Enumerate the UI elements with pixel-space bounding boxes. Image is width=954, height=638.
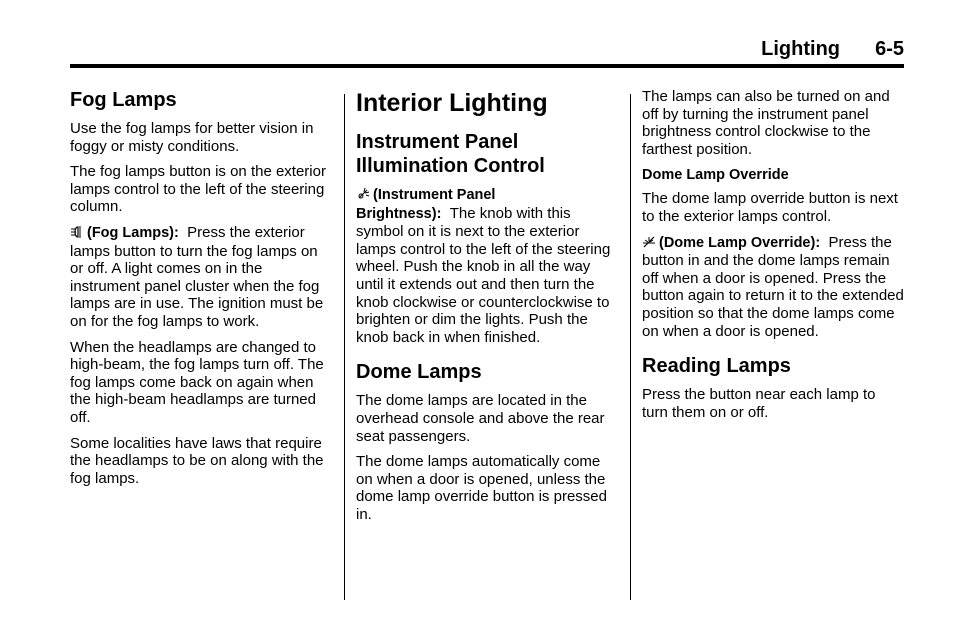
reading-lamps-heading: Reading Lamps (642, 355, 791, 378)
column-divider-1 (344, 94, 345, 600)
instrument-panel-heading: Instrument Panel Illumination Control (356, 131, 545, 177)
dome-override-heading: Dome Lamp Override (642, 167, 789, 184)
fog-lamps-label: (Fog Lamps): (87, 224, 179, 241)
instrument-panel-text: The knob with this symbol on it is next to the exterior lamps control to the left of the steering wheel. Push the knob in all the way until it extends out and then turn the knob clockwise or counterclockwise to brighten or dim the lights. Push the knob back in when finished. (356, 204, 611, 346)
fog-para-5: Some localities have laws that require the headlamps to be on along with the fog lamps. (70, 434, 324, 487)
column-divider-2 (630, 94, 631, 600)
column-1 (70, 88, 332, 495)
fog-para-3 (70, 224, 332, 331)
dome-lamps-heading: Dome Lamps (356, 361, 482, 384)
fog-lamp-icon (70, 225, 84, 239)
col3-para-1: The lamps can also be turned on and off by turning the instrument panel brightness control clockwise to the farthest position. (642, 88, 890, 158)
section-title: Lighting (761, 38, 840, 60)
override-text: Press the button in and the dome lamps remain off when a door is opened. Press the button again to return it to the extended position so that the dome lamps come on when a door is opened. (642, 233, 904, 340)
fog-para-2: The fog lamps button is on the exterior lamps control to the left of the steering column. (70, 163, 326, 216)
page-number: 6-5 (875, 38, 904, 60)
brightness-label: (Instrument Panel Brightness): (356, 187, 496, 222)
reading-para: Press the button near each lamp to turn them on or off. (642, 386, 876, 421)
fog-para-3-text: Press the exterior lamps button to turn the fog lamps on or off. A light comes on in the instrument panel cluster when the fog lamps are in use. The ignition must be on for the fog lamps to work. (70, 223, 324, 330)
fog-para-4: When the headlamps are changed to high-beam, the fog lamps turn off. The fog lamps come back on again when the high-beam headlamps are turned off. (70, 338, 324, 426)
header-rule (70, 64, 904, 68)
override-para-2 (642, 234, 904, 341)
fog-para-1: Use the fog lamps for better vision in foggy or misty conditions. (70, 120, 314, 155)
dome-para-1: The dome lamps are located in the overhead console and above the rear seat passengers. (356, 392, 605, 445)
dome-override-label: (Dome Lamp Override): (659, 234, 821, 251)
dome-override-icon (642, 235, 656, 249)
fog-lamps-heading: Fog Lamps (70, 89, 177, 111)
page-header (70, 38, 904, 66)
override-para-1: The dome lamp override button is next to the exterior lamps control. (642, 190, 898, 225)
instrument-panel-para (356, 186, 612, 346)
column-3 (642, 88, 904, 429)
column-2 (356, 88, 612, 532)
dome-para-2: The dome lamps automatically come on when a door is opened, unless the dome lamp override button is pressed in. (356, 453, 607, 523)
brightness-icon (356, 187, 370, 201)
interior-lighting-heading: Interior Lighting (356, 89, 548, 117)
